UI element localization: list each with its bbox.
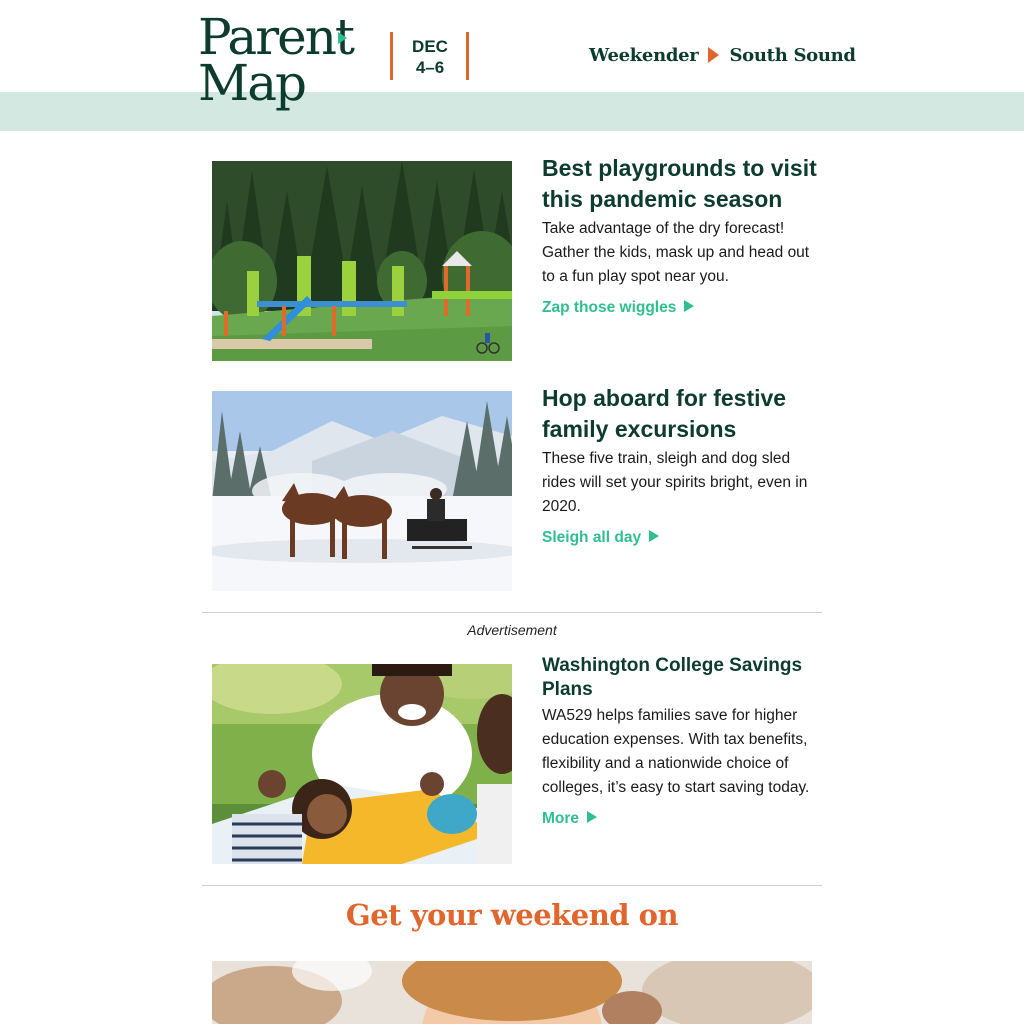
date-range [394,36,466,78]
article-summary: These five train, sleigh and dog sled rides will set your spirits bright, even in 2020. [542,450,808,515]
article-text [542,383,822,547]
section-heading: Get your weekend on [345,898,679,932]
parentmap-logo[interactable] [198,8,353,112]
logo-line-1: Parent [198,8,353,66]
date-days: 4–6 [415,58,445,77]
play-arrow-icon [684,300,694,312]
article-link-label: Sleigh all day [542,529,642,546]
ad-title[interactable]: Washington College Savings Plans [542,655,803,700]
advertisement-label: Advertisement [467,622,557,638]
date-bracket-left [390,32,393,80]
region-name: South Sound [729,45,856,66]
date-month: DEC [412,37,448,56]
article-title[interactable]: Best playgrounds to visit this pandemic season [542,155,817,212]
divider [202,612,822,613]
sleigh-ride-image[interactable] [212,391,512,591]
ad-summary: WA529 helps families save for higher education expenses. With tax benefits, flexibility and a nationwide choice of colleges, it’s easy to start saving today. [542,707,810,796]
newsletter-edition [589,45,856,66]
logo-play-icon [338,32,347,44]
playground-image[interactable] [212,161,512,361]
play-arrow-icon [649,530,659,542]
article-link[interactable] [542,529,659,547]
article-link[interactable] [542,299,694,317]
article-summary: Take advantage of the dry forecast! Gather the kids, mask up and head out to a fun play spot near you. [542,220,810,285]
date-bracket-right [466,32,469,80]
play-arrow-icon [587,811,597,823]
play-arrow-icon [708,47,719,63]
logo-line-2: Map [198,54,306,112]
newsletter-name: Weekender [589,45,699,66]
header-band [0,92,1024,131]
family-photo-image[interactable] [212,664,512,864]
article-text [542,153,822,317]
article-link-label: Zap those wiggles [542,299,677,316]
ad-more-label: More [542,810,580,827]
weekend-hero-image[interactable] [212,961,812,1024]
ad-text [542,654,822,828]
ad-more-link[interactable] [542,810,597,828]
divider [202,885,822,886]
article-title[interactable]: Hop aboard for festive family excursions [542,385,787,442]
